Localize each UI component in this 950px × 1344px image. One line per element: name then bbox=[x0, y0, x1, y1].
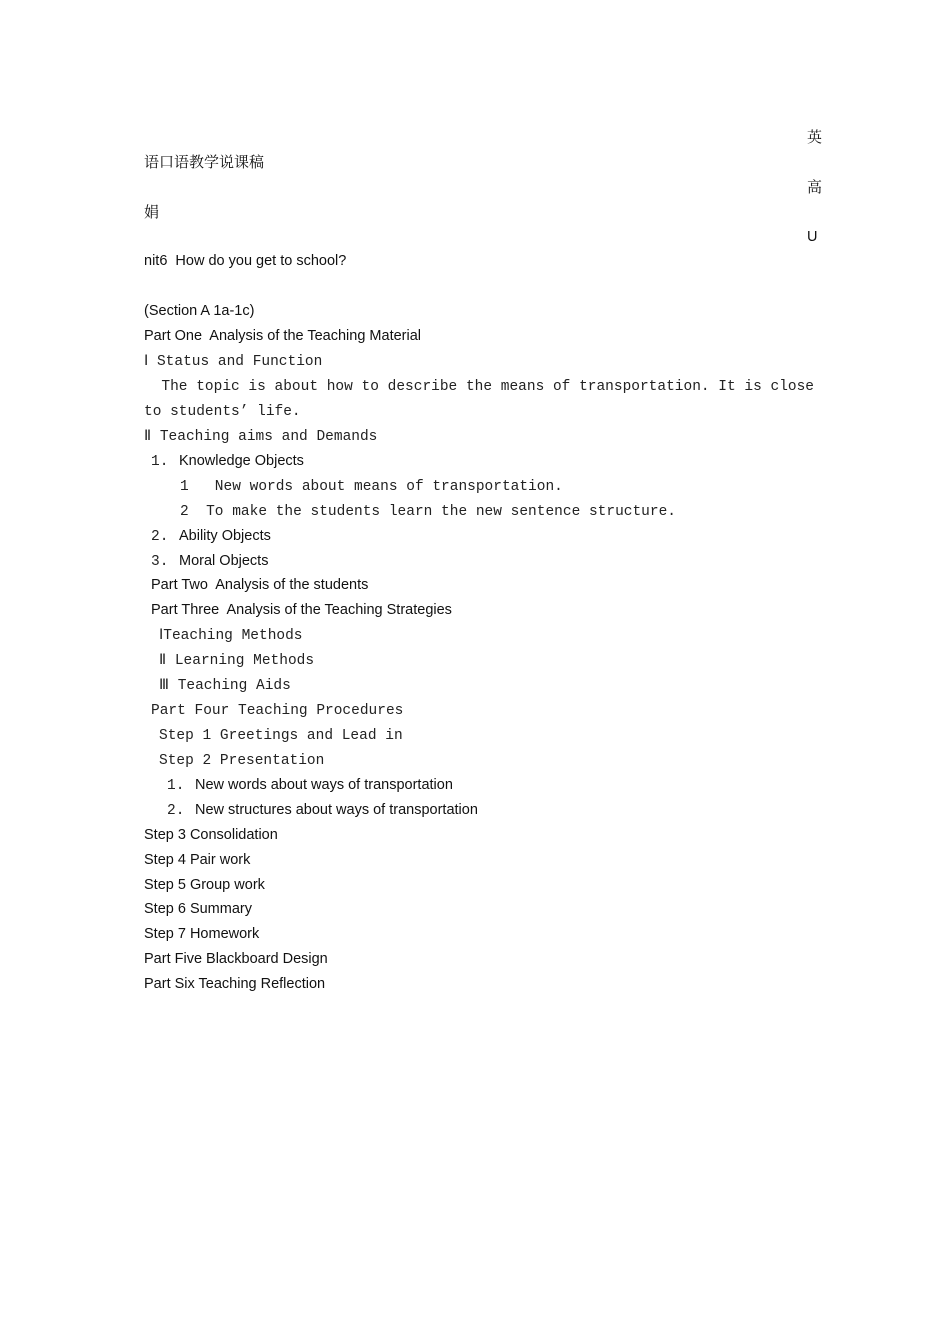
margin-char-ying: 英 bbox=[807, 128, 823, 146]
topic-text-line2: to students’ life. bbox=[144, 404, 301, 420]
step-5: Step 5 Group work bbox=[144, 877, 265, 893]
teaching-aids-heading: Ⅲ Teaching Aids bbox=[159, 678, 291, 694]
list-item-moral-objects bbox=[151, 554, 268, 570]
list-item-label: Knowledge Objects bbox=[179, 453, 304, 469]
teaching-methods-heading: ⅠTeaching Methods bbox=[159, 628, 303, 644]
part-five-heading: Part Five Blackboard Design bbox=[144, 951, 328, 967]
aims-heading: Ⅱ Teaching aims and Demands bbox=[144, 429, 378, 445]
learning-methods-heading: Ⅱ Learning Methods bbox=[159, 653, 315, 669]
step-2: Step 2 Presentation bbox=[159, 753, 325, 769]
step-4: Step 4 Pair work bbox=[144, 852, 251, 868]
part-three-heading: Part Three Analysis of the Teaching Strategies bbox=[151, 602, 452, 618]
step-7: Step 7 Homework bbox=[144, 926, 260, 942]
list-number: 2. bbox=[151, 529, 169, 545]
status-heading: Ⅰ Status and Function bbox=[144, 354, 323, 370]
knowledge-item-1: 1 New words about means of transportation. bbox=[180, 479, 563, 495]
presentation-item-1 bbox=[167, 778, 453, 794]
document-title: 语口语教学说课稿 bbox=[144, 153, 265, 171]
list-item-knowledge-objects bbox=[151, 454, 304, 470]
list-item-label: Ability Objects bbox=[179, 528, 271, 544]
list-item-label: New words about ways of transportation bbox=[195, 777, 453, 793]
list-item-label: Moral Objects bbox=[179, 553, 269, 569]
topic-text-line1: The topic is about how to describe the means of transportation. It is close bbox=[144, 379, 815, 395]
list-item-label: New structures about ways of transportation bbox=[195, 802, 478, 818]
part-two-heading: Part Two Analysis of the students bbox=[151, 577, 369, 593]
list-number: 3. bbox=[151, 554, 169, 570]
author-name: 娟 bbox=[144, 203, 160, 221]
list-item-ability-objects bbox=[151, 529, 271, 545]
presentation-item-2 bbox=[167, 803, 478, 819]
part-four-heading: Part Four Teaching Procedures bbox=[151, 703, 404, 719]
step-6: Step 6 Summary bbox=[144, 901, 252, 917]
part-six-heading: Part Six Teaching Reflection bbox=[144, 976, 326, 992]
section-label: (Section A 1a-1c) bbox=[144, 303, 255, 319]
list-number: 1. bbox=[167, 778, 185, 794]
margin-char-u: U bbox=[807, 229, 818, 245]
margin-char-gao: 高 bbox=[807, 178, 823, 196]
part-one-heading: Part One Analysis of the Teaching Material bbox=[144, 328, 421, 344]
step-3: Step 3 Consolidation bbox=[144, 827, 278, 843]
step-1: Step 1 Greetings and Lead in bbox=[159, 728, 403, 744]
list-number: 1. bbox=[151, 454, 169, 470]
unit-title: nit6 How do you get to school? bbox=[144, 253, 347, 269]
knowledge-item-2: 2 To make the students learn the new sentence structure. bbox=[180, 504, 676, 520]
list-number: 2. bbox=[167, 803, 185, 819]
